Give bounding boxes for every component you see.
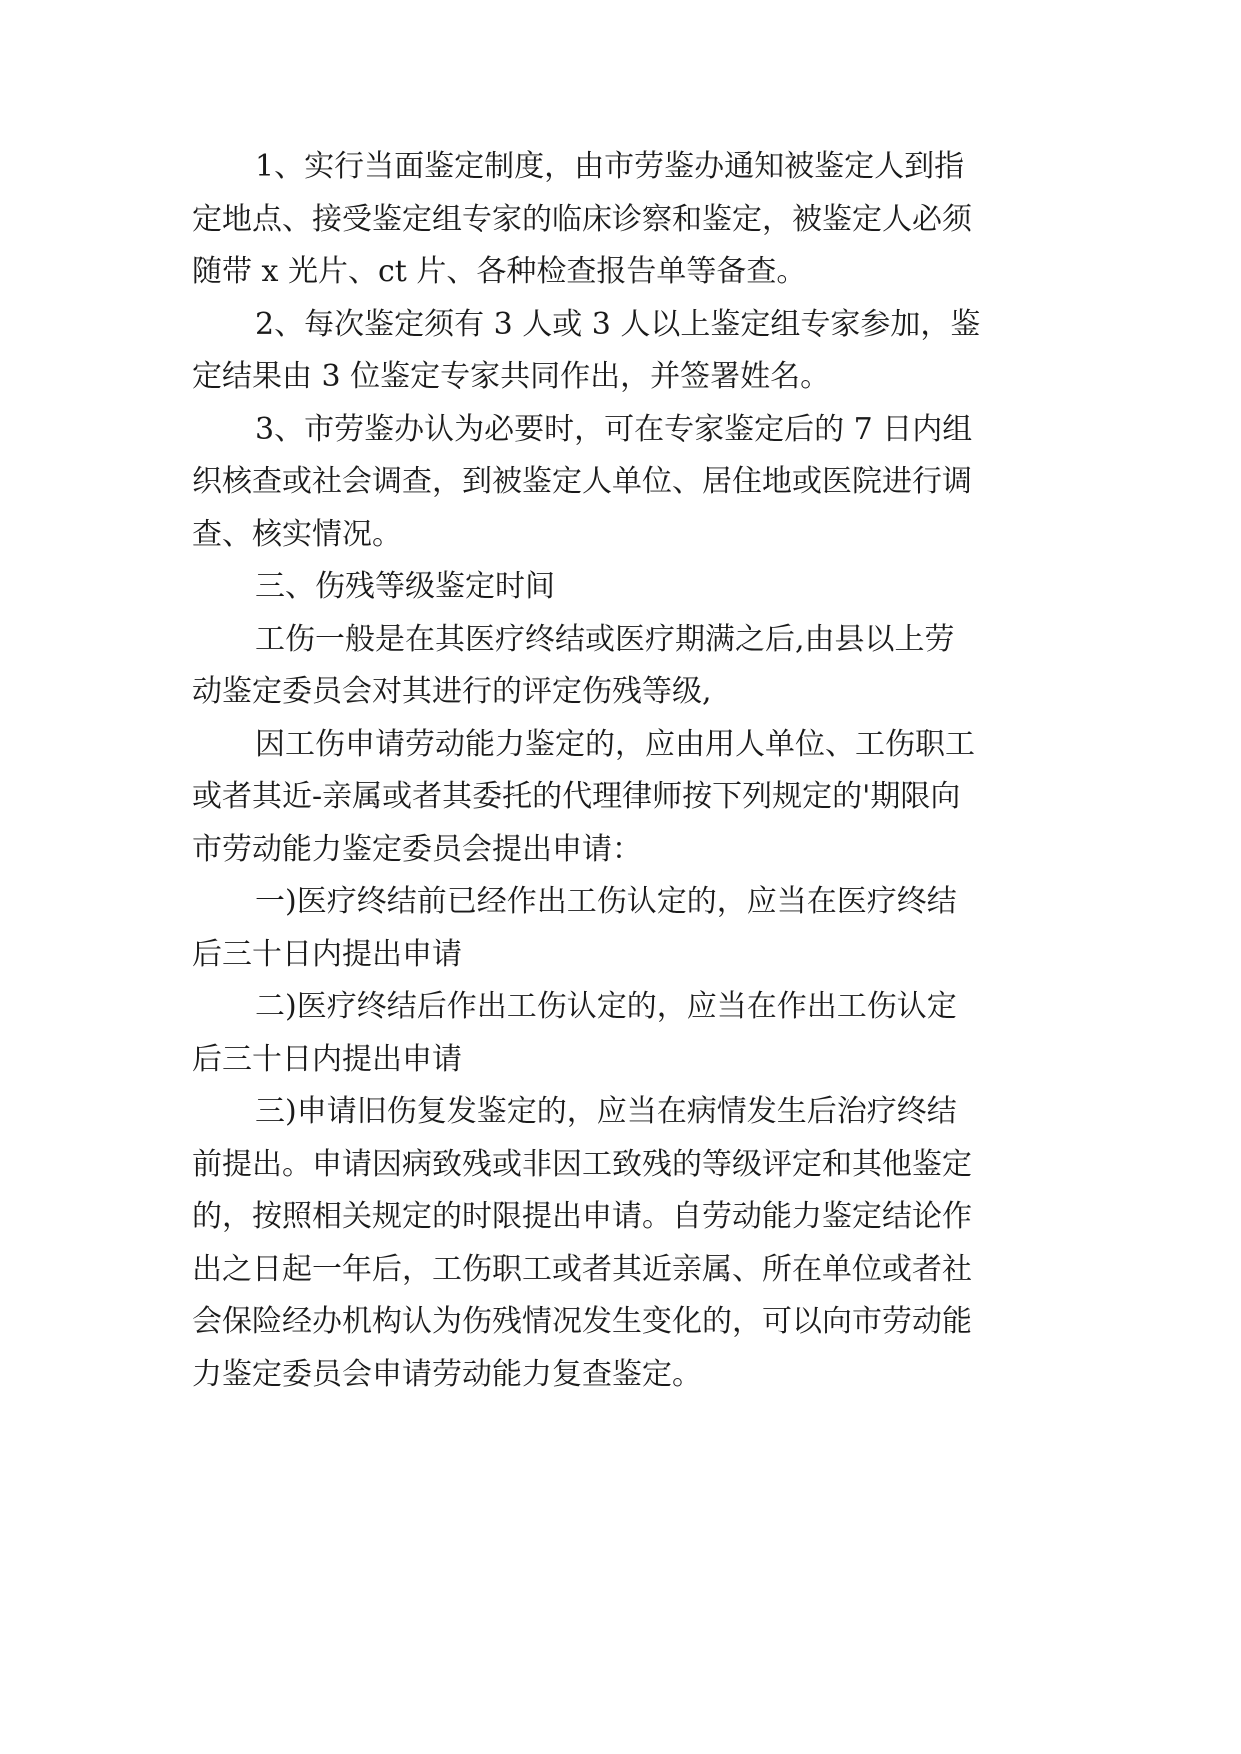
paragraph-8-line-5: 会保险经办机构认为伤残情况发生变化的，可以向市劳动能 (192, 1304, 972, 1339)
paragraph-7-line-2: 后三十日内提出申请 (192, 1042, 462, 1077)
paragraph-4-line-1: 工伤一般是在其医疗终结或医疗期满之后,由县以上劳 (255, 622, 955, 657)
paragraph-8-line-2: 前提出。申请因病致残或非因工致残的等级评定和其他鉴定 (192, 1147, 972, 1182)
paragraph-4-line-2: 动鉴定委员会对其进行的评定伤残等级, (192, 674, 712, 709)
paragraph-8-line-3: 的，按照相关规定的时限提出申请。自劳动能力鉴定结论作 (192, 1199, 972, 1234)
paragraph-3-line-2: 织核查或社会调查，到被鉴定人单位、居住地或医院进行调 (192, 464, 972, 499)
paragraph-8-line-6: 力鉴定委员会申请劳动能力复查鉴定。 (192, 1357, 702, 1392)
paragraph-8-line-4: 出之日起一年后，工伤职工或者其近亲属、所在单位或者社 (192, 1252, 972, 1287)
paragraph-3-line-3: 查、核实情况。 (192, 517, 402, 552)
paragraph-8-line-1: 三)申请旧伤复发鉴定的，应当在病情发生后治疗终结 (255, 1094, 957, 1129)
paragraph-5-line-1: 因工伤申请劳动能力鉴定的，应由用人单位、工伤职工 (255, 727, 975, 762)
paragraph-7-line-1: 二)医疗终结后作出工伤认定的，应当在作出工伤认定 (255, 989, 957, 1024)
paragraph-1-line-1: 1、实行当面鉴定制度，由市劳鉴办通知被鉴定人到指 (255, 149, 965, 184)
paragraph-1-line-2: 定地点、接受鉴定组专家的临床诊察和鉴定，被鉴定人必须 (192, 202, 972, 237)
paragraph-1-line-3: 随带 x 光片、ct 片、各种检查报告单等备查。 (192, 254, 807, 289)
paragraph-5-line-2: 或者其近-亲属或者其委托的代理律师按下列规定的'期限向 (192, 779, 961, 814)
paragraph-2-line-1: 2、每次鉴定须有 3 人或 3 人以上鉴定组专家参加，鉴 (255, 307, 981, 342)
section-heading: 三、伤残等级鉴定时间 (255, 569, 555, 604)
paragraph-3-line-1: 3、市劳鉴办认为必要时，可在专家鉴定后的 7 日内组 (255, 412, 973, 447)
paragraph-6-line-1: 一)医疗终结前已经作出工伤认定的，应当在医疗终结 (255, 884, 957, 919)
paragraph-6-line-2: 后三十日内提出申请 (192, 937, 462, 972)
paragraph-5-line-3: 市劳动能力鉴定委员会提出申请： (192, 832, 642, 867)
paragraph-2-line-2: 定结果由 3 位鉴定专家共同作出，并签署姓名。 (192, 359, 831, 394)
